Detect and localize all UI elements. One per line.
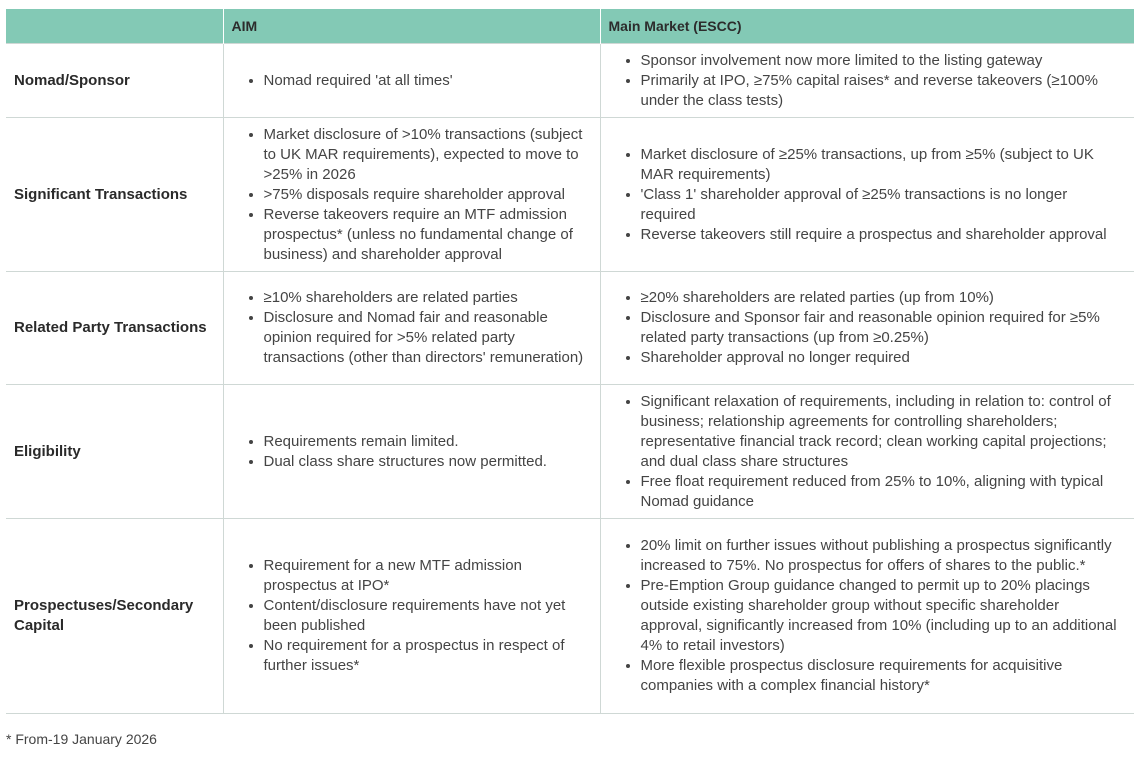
aim-cell xyxy=(223,44,600,118)
table-row xyxy=(6,385,1134,519)
bullet-list xyxy=(601,536,1135,696)
bullet-list xyxy=(601,145,1135,245)
table-body xyxy=(6,44,1134,714)
aim-cell xyxy=(223,272,600,385)
bullet-list xyxy=(601,288,1135,368)
bullet-item: • Requirement for a new MTF admission prospectus at IPO* xyxy=(264,556,590,596)
bullet-list xyxy=(601,51,1135,111)
bullet-item: • Primarily at IPO, ≥75% capital raises* and reverse takeovers (≥100% under the class tests) xyxy=(641,71,1125,111)
bullet-item: • ≥10% shareholders are related parties xyxy=(264,288,590,308)
bullet-item: • Market disclosure of ≥25% transactions, up from ≥5% (subject to UK MAR requirements) xyxy=(641,145,1125,185)
bullet-item: • Dual class share structures now permitted. xyxy=(264,452,590,472)
footnote: * From-19 January 2026 xyxy=(6,731,157,747)
row-label: Nomad/Sponsor xyxy=(6,44,223,118)
bullet-list xyxy=(224,556,600,676)
main-market-cell xyxy=(600,44,1134,118)
aim-cell xyxy=(223,118,600,272)
bullet-item: • Pre-Emption Group guidance changed to permit up to 20% placings outside existing shareholder group without specific shareholder approval, significantly increased from 10% (including up to an additional 4% to retail investors) xyxy=(641,576,1125,656)
bullet-list xyxy=(601,392,1135,512)
bullet-item: • Requirements remain limited. xyxy=(264,432,590,452)
main-market-cell xyxy=(600,385,1134,519)
bullet-list xyxy=(224,71,600,91)
bullet-item: • Disclosure and Nomad fair and reasonable opinion required for >5% related party transactions (other than directors' remuneration) xyxy=(264,308,590,368)
main-market-cell xyxy=(600,118,1134,272)
aim-cell xyxy=(223,385,600,519)
row-label: Prospectuses/Secondary Capital xyxy=(6,519,223,714)
table-row xyxy=(6,272,1134,385)
bullet-item: • Market disclosure of >10% transactions (subject to UK MAR requirements), expected to move to >25% in 2026 xyxy=(264,125,590,185)
main-market-cell xyxy=(600,272,1134,385)
bullet-item: • Reverse takeovers still require a prospectus and shareholder approval xyxy=(641,225,1125,245)
bullet-item: • More flexible prospectus disclosure requirements for acquisitive companies with a complex financial history* xyxy=(641,656,1125,696)
header-row xyxy=(6,9,1134,44)
bullet-item: • Free float requirement reduced from 25% to 10%, aligning with typical Nomad guidance xyxy=(641,472,1125,512)
bullet-item: • Nomad required 'at all times' xyxy=(264,71,590,91)
table-row xyxy=(6,519,1134,714)
bullet-item: • Disclosure and Sponsor fair and reasonable opinion required for ≥5% related party transactions (up from ≥0.25%) xyxy=(641,308,1125,348)
row-label: Related Party Transactions xyxy=(6,272,223,385)
header-aim: AIM xyxy=(223,9,600,44)
bullet-item: • No requirement for a prospectus in respect of further issues* xyxy=(264,636,590,676)
bullet-item: • 20% limit on further issues without publishing a prospectus significantly increased to 75%. No prospectus for offers of shares to the public.* xyxy=(641,536,1125,576)
header-main-market: Main Market (ESCC) xyxy=(600,9,1134,44)
table-header xyxy=(6,9,1134,44)
bullet-item: • Shareholder approval no longer required xyxy=(641,348,1125,368)
comparison-table xyxy=(6,9,1134,714)
row-label: Significant Transactions xyxy=(6,118,223,272)
bullet-item: • Sponsor involvement now more limited to the listing gateway xyxy=(641,51,1125,71)
bullet-item: • >75% disposals require shareholder approval xyxy=(264,185,590,205)
bullet-item: • Content/disclosure requirements have not yet been published xyxy=(264,596,590,636)
table-row xyxy=(6,44,1134,118)
bullet-item: • Reverse takeovers require an MTF admission prospectus* (unless no fundamental change of business) and shareholder approval xyxy=(264,205,590,265)
table-row xyxy=(6,118,1134,272)
bullet-list xyxy=(224,432,600,472)
bullet-list xyxy=(224,125,600,265)
bullet-item: • Significant relaxation of requirements, including in relation to: control of business; relationship agreements for controlling shareholders; representative financial track record; clean working capital projections; and dual class share structures xyxy=(641,392,1125,472)
bullet-item: • 'Class 1' shareholder approval of ≥25% transactions is no longer required xyxy=(641,185,1125,225)
main-market-cell xyxy=(600,519,1134,714)
bullet-item: • ≥20% shareholders are related parties (up from 10%) xyxy=(641,288,1125,308)
row-label: Eligibility xyxy=(6,385,223,519)
aim-cell xyxy=(223,519,600,714)
bullet-list xyxy=(224,288,600,368)
header-blank xyxy=(6,9,223,44)
